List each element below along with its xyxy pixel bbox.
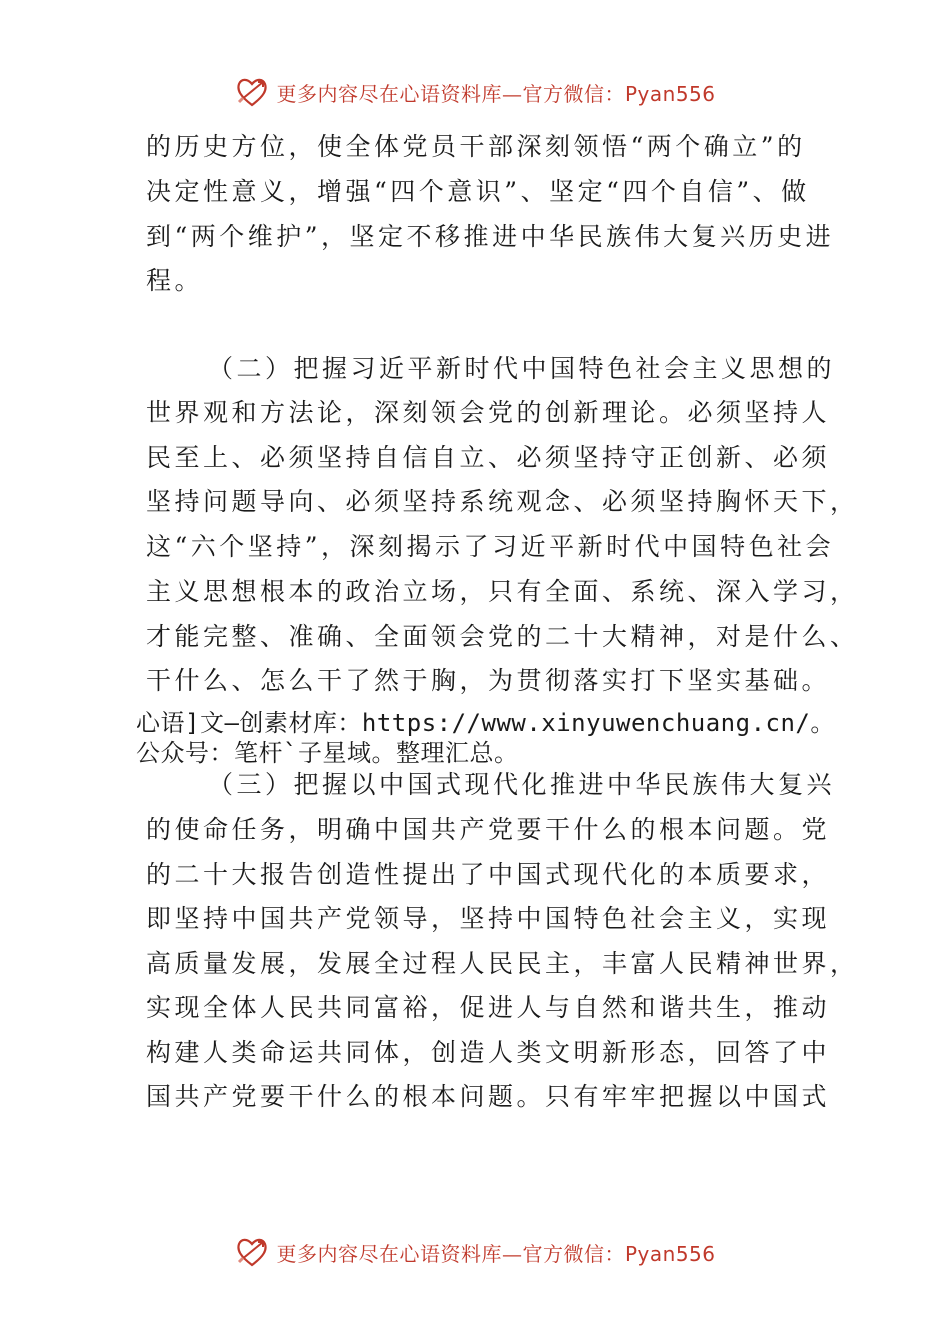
banner-text: 更多内容尽在心语资料库—官方微信：Pyan556 [276, 81, 716, 106]
heart-logo-icon [234, 74, 270, 110]
text-line: 干什么、怎么干了然于胸，为贯彻落实打下坚实基础。 [146, 666, 831, 695]
text-line: 主义思想根本的政治立场，只有全面、系统、深入学习， [146, 577, 859, 606]
text-line: 决定性意义，增强“四个意识”、坚定“四个自信”、做 [146, 177, 810, 206]
text-line: 到“两个维护”，坚定不移推进中华民族伟大复兴历史进 [146, 222, 835, 251]
text-line: 民至上、必须坚持自信自立、必须坚持守正创新、必须 [146, 443, 831, 472]
heart-logo-icon [234, 1234, 270, 1270]
text-line: 世界观和方法论，深刻领会党的创新理论。必须坚持人 [146, 398, 831, 427]
wechat-id: Pyan556 [624, 1241, 716, 1266]
text-line: 的历史方位，使全体党员干部深刻领悟“两个确立”的 [146, 132, 806, 161]
text-line: 的使命任务，明确中国共产党要干什么的根本问题。党 [146, 815, 831, 844]
text-line: 坚持问题导向、必须坚持系统观念、必须坚持胸怀天下， [146, 487, 859, 516]
text-line: （三）把握以中国式现代化推进中华民族伟大复兴 [208, 770, 836, 799]
text-line: 程。 [146, 266, 204, 295]
wechat-id: Pyan556 [624, 81, 716, 106]
text-line: 构建人类命运共同体，创造人类文明新形态，回答了中 [146, 1038, 831, 1067]
text-line: 这“六个坚持”，深刻揭示了习近平新时代中国特色社会 [146, 532, 835, 561]
text-line: 的二十大报告创造性提出了中国式现代化的本质要求， [146, 860, 831, 889]
text-line: （二）把握习近平新时代中国特色社会主义思想的 [208, 354, 836, 383]
footer-banner [0, 1232, 950, 1272]
header-banner [0, 72, 950, 112]
banner-text: 更多内容尽在心语资料库—官方微信：Pyan556 [276, 1241, 716, 1266]
source-line: 公众号：笔杆`子星域。整理汇总。 [136, 739, 519, 767]
text-line: 国共产党要干什么的根本问题。只有牢牢把握以中国式 [146, 1082, 831, 1111]
source-line: 心语]文—创素材库：https://www.xinyuwenchuang.cn/。 [136, 709, 835, 737]
text-line: 高质量发展，发展全过程人民民主，丰富人民精神世界， [146, 949, 859, 978]
text-line: 才能完整、准确、全面领会党的二十大精神，对是什么、 [146, 622, 859, 651]
text-line: 即坚持中国共产党领导，坚持中国特色社会主义，实现 [146, 904, 831, 933]
text-line: 实现全体人民共同富裕，促进人与自然和谐共生，推动 [146, 993, 831, 1022]
